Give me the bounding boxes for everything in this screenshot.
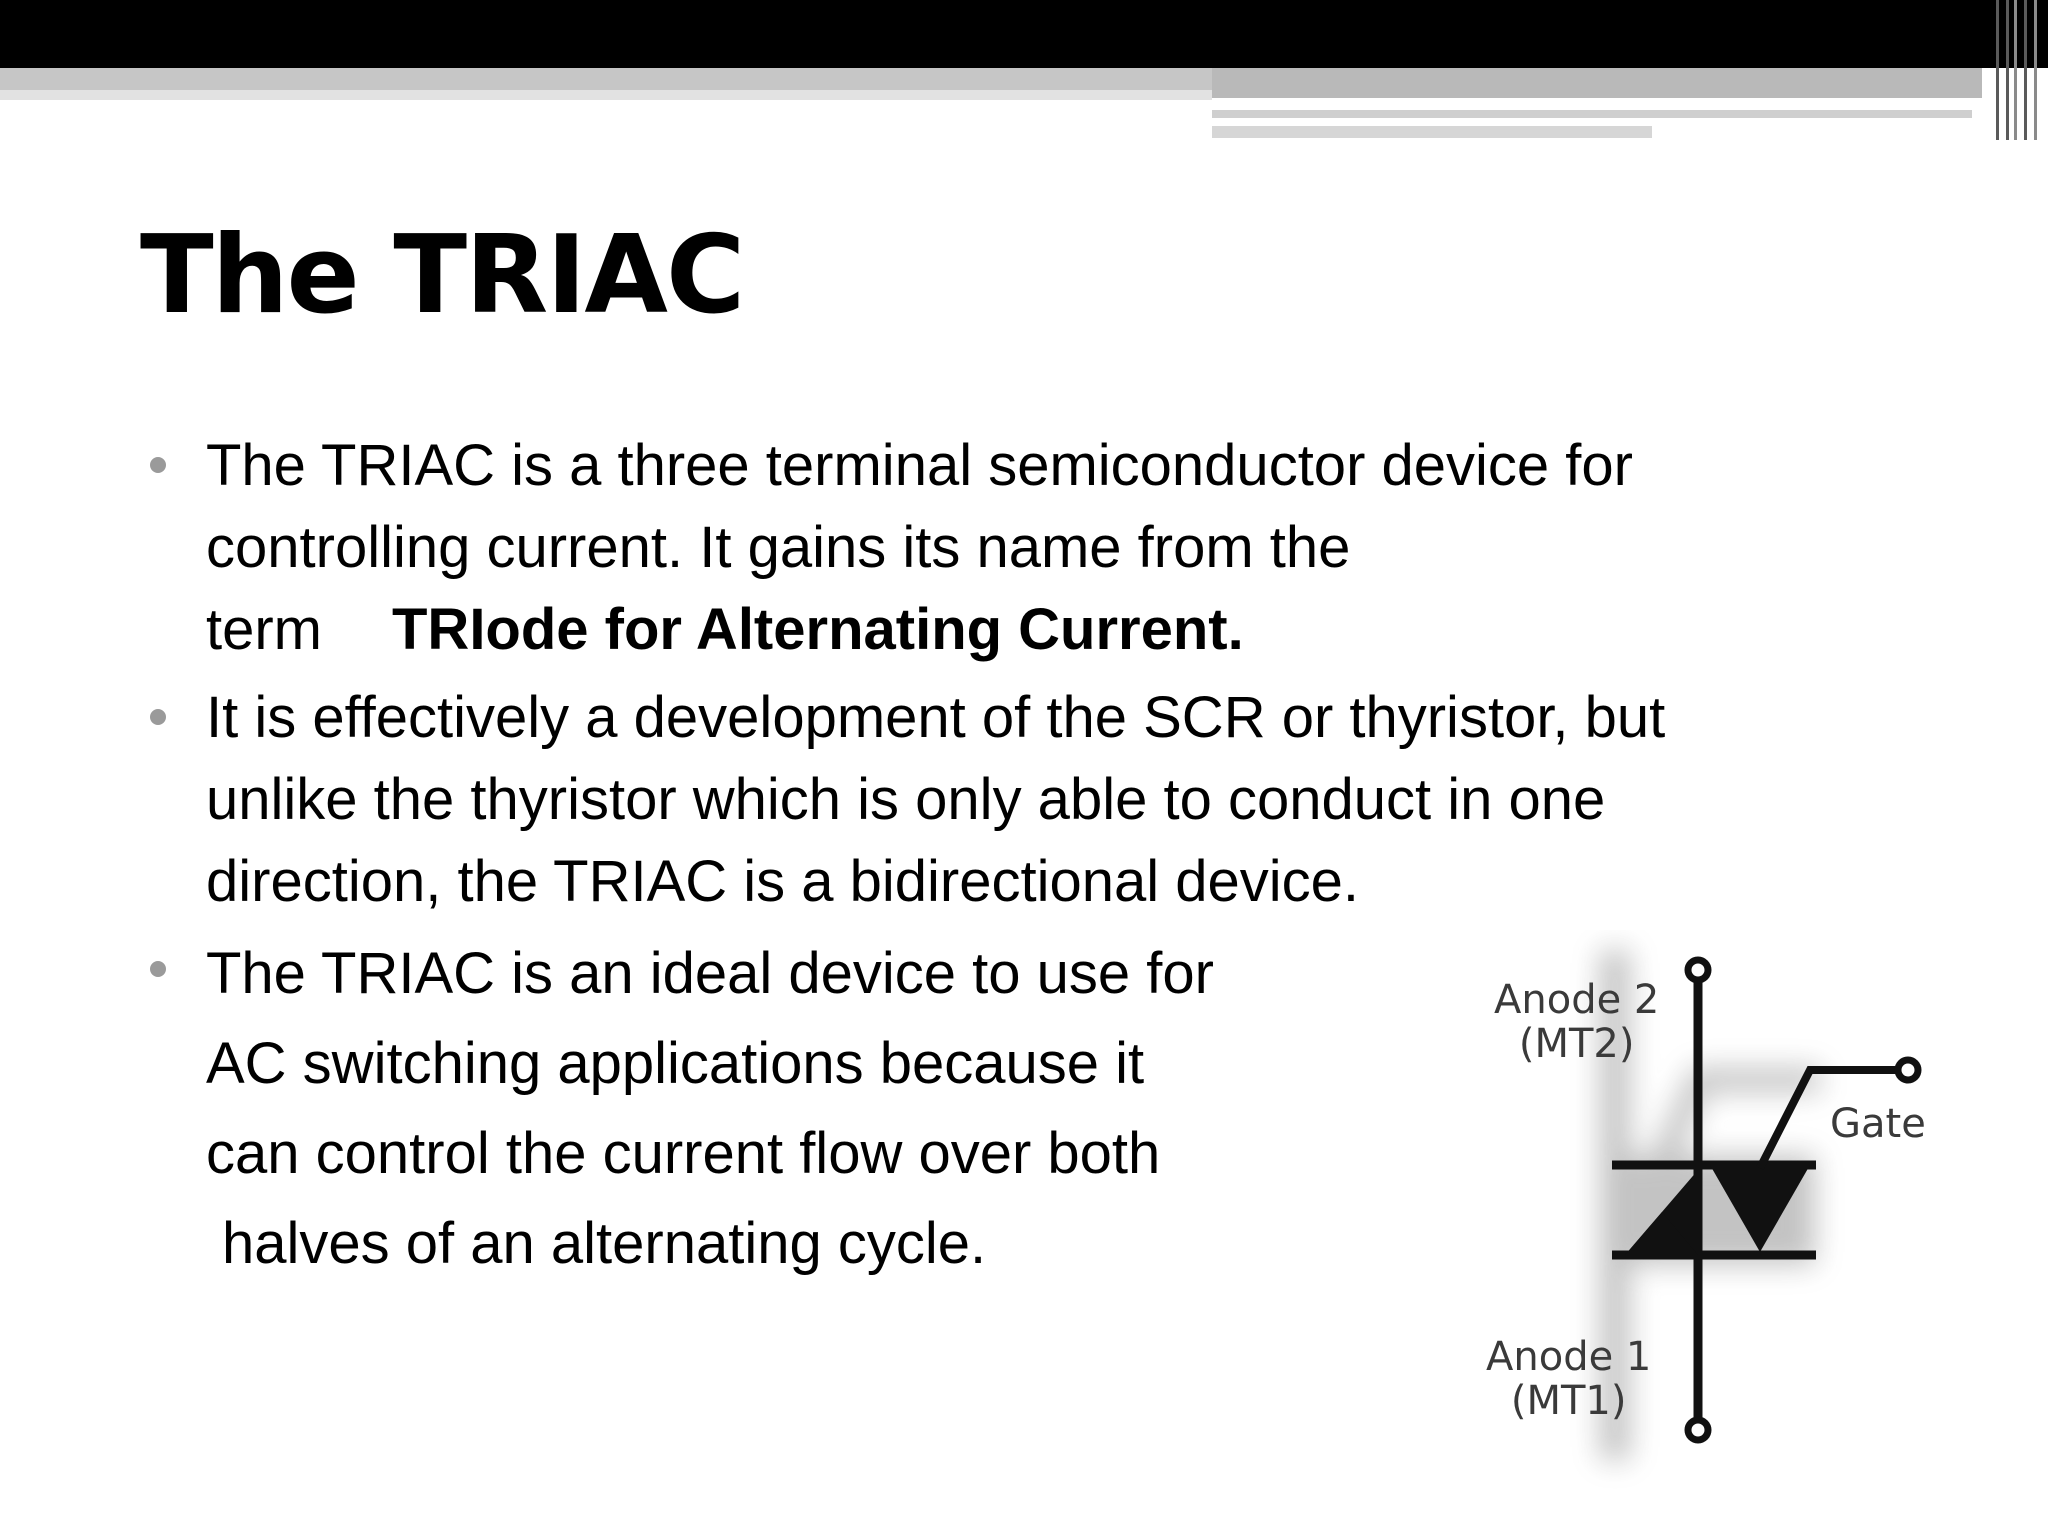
anode2-label: Anode 2 (MT2) xyxy=(1494,977,1660,1067)
header-stripe xyxy=(0,90,1212,100)
bullet-line: can control the current flow over both xyxy=(206,1121,1161,1186)
bullet-dot xyxy=(150,457,166,473)
bullet-line: AC switching applications because it xyxy=(206,1031,1145,1096)
gate-terminal xyxy=(1898,1060,1918,1080)
header-end-lines xyxy=(1988,0,2048,140)
bullet-dot xyxy=(150,961,166,977)
bullet-line-term xyxy=(206,589,1910,671)
bullet-line: It is effectively a development of the SCR or thyristor, but xyxy=(206,685,1666,750)
triac-diagram xyxy=(1400,930,1960,1490)
bullet-dot xyxy=(150,709,166,725)
bullet-line: controlling current. It gains its name from the xyxy=(206,515,1351,580)
bullet-item xyxy=(150,677,1910,923)
slide-title: The TRIAC xyxy=(140,213,744,338)
bullet-line: direction, the TRIAC is a bidirectional device. xyxy=(206,849,1360,914)
gate-label: Gate xyxy=(1830,1101,1926,1147)
anode1-label: Anode 1 (MT1) xyxy=(1486,1334,1652,1424)
bullet-line: The TRIAC is a three terminal semiconductor device for xyxy=(206,433,1633,498)
header-stripe xyxy=(1212,68,1982,98)
header-stripe xyxy=(1212,110,1972,118)
anode2-terminal xyxy=(1688,960,1708,980)
bullet-line: unlike the thyristor which is only able to conduct in one xyxy=(206,767,1606,832)
triac-symbol xyxy=(1400,930,1960,1490)
bullet-line: halves of an alternating cycle. xyxy=(222,1211,987,1276)
bullet-item xyxy=(150,425,1910,671)
header-stripe xyxy=(0,68,1212,90)
header-bar xyxy=(0,0,2048,68)
anode1-terminal xyxy=(1688,1420,1708,1440)
header-stripe xyxy=(1212,126,1652,138)
term-prefix: term xyxy=(206,597,322,662)
bullet-line: The TRIAC is an ideal device to use for xyxy=(206,941,1214,1006)
term-bold: TRIode for Alternating Current. xyxy=(392,597,1244,662)
